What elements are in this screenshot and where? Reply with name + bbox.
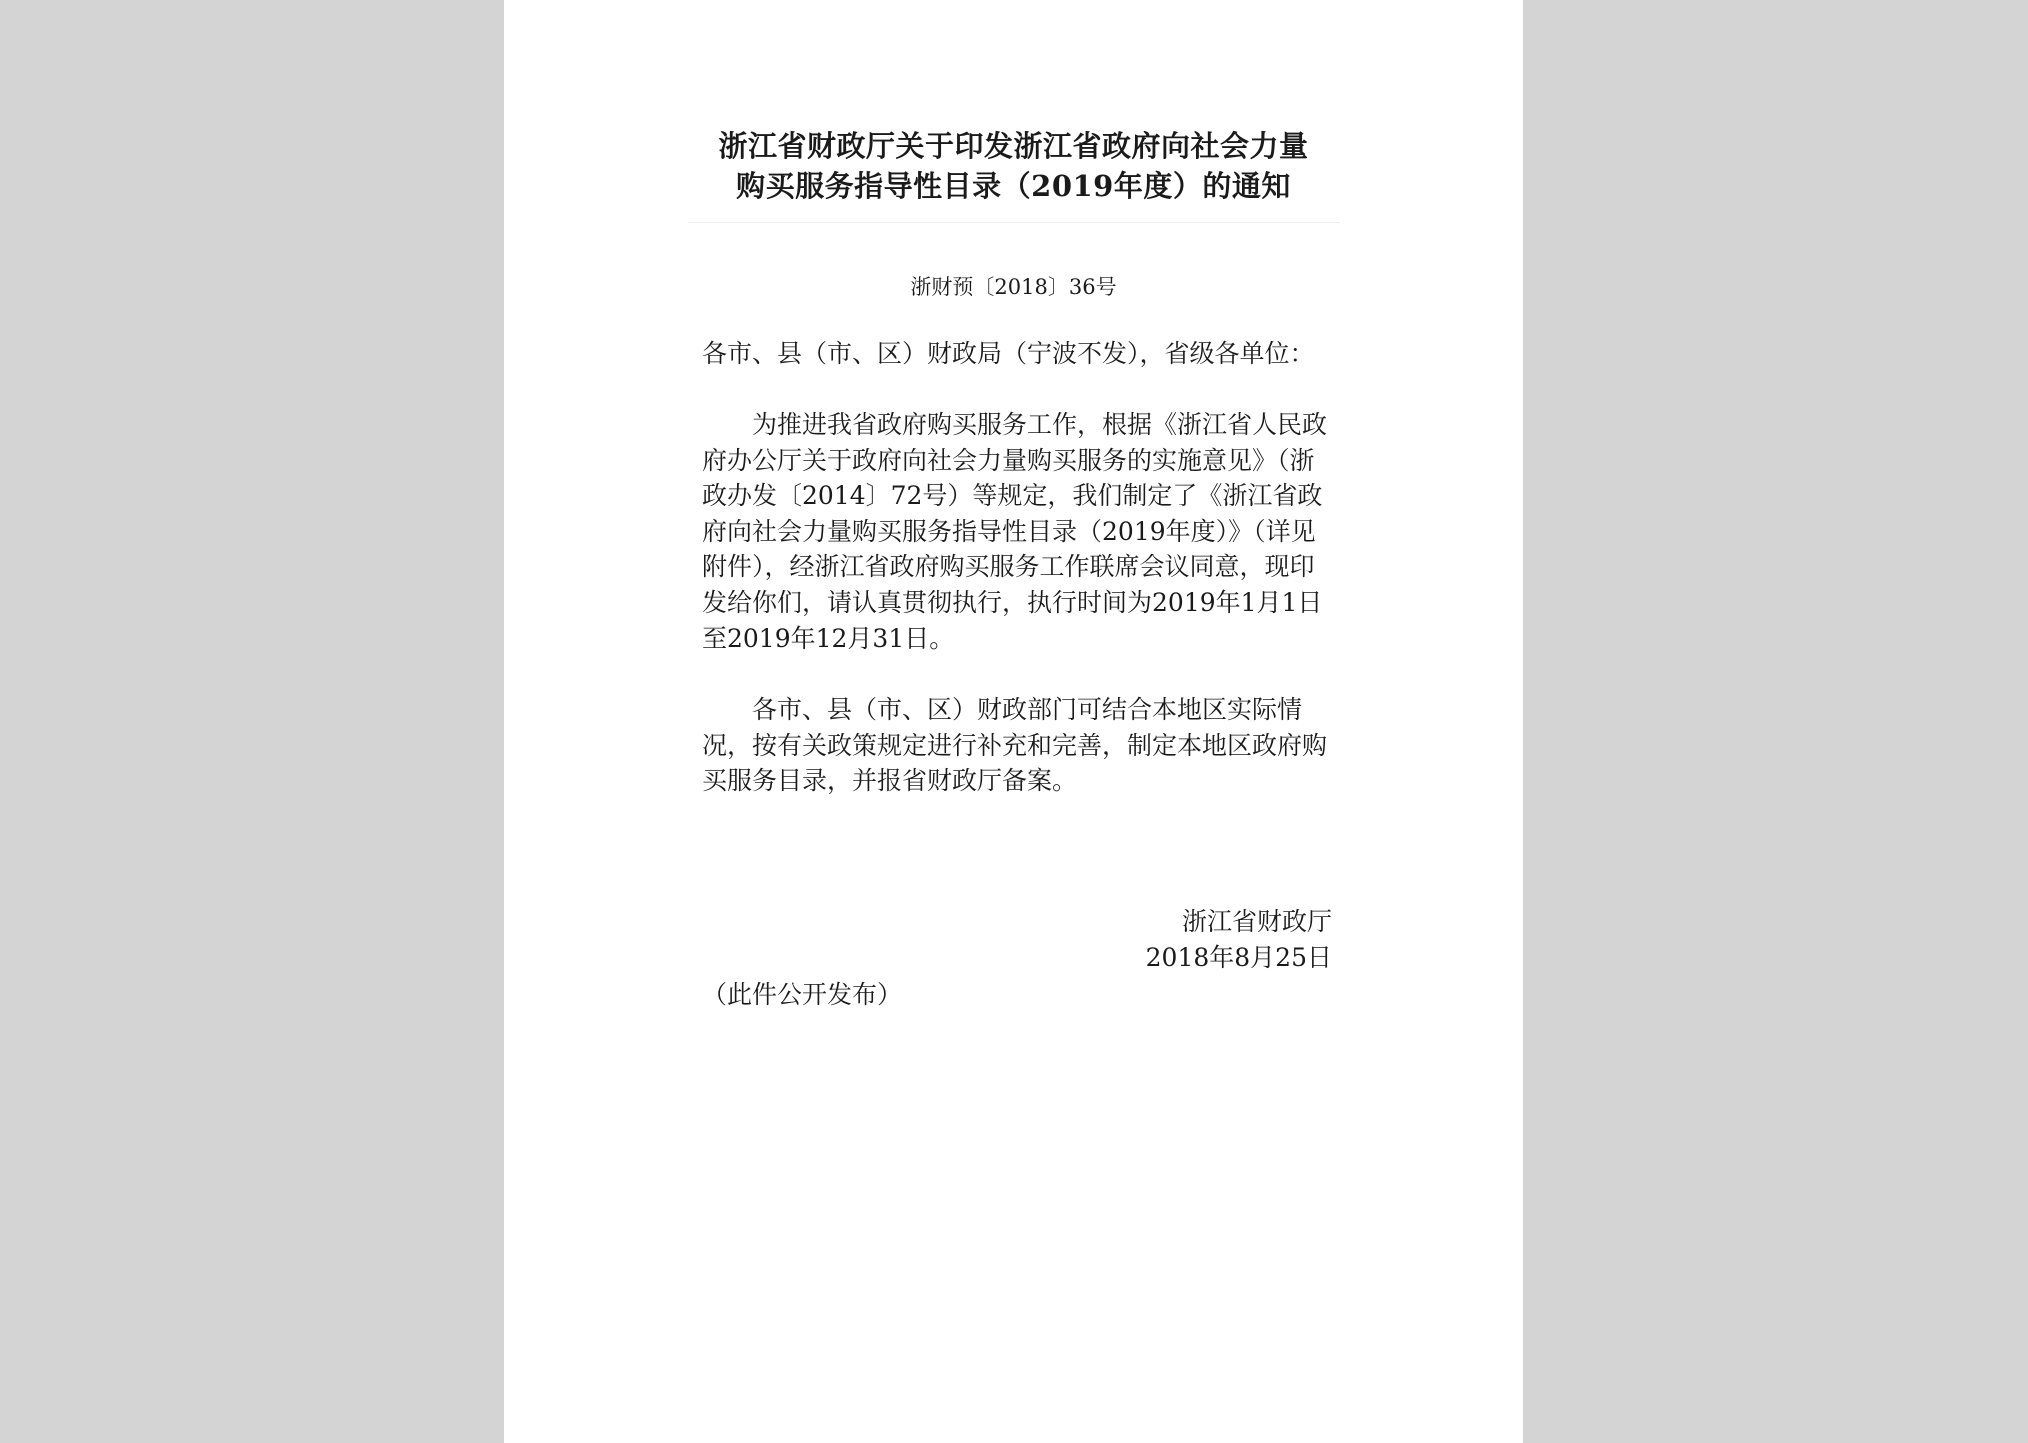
- title-line-1: 浙江省财政厅关于印发浙江省政府向社会力量: [718, 129, 1309, 163]
- body-paragraph-2: 各市、县（市、区）财政部门可结合本地区实际情况，按有关政策规定进行补充和完善，制定本地区政府购买服务目录，并报省财政厅备案。: [702, 695, 1328, 796]
- signature-organization: 浙江省财政厅: [1181, 907, 1332, 936]
- signature-date: 2018年8月25日: [1145, 943, 1332, 972]
- document-number: 浙财预〔2018〕36号: [910, 275, 1117, 299]
- document-title: [504, 126, 1523, 206]
- document-page: [504, 0, 1523, 1443]
- body-paragraph-1: 为推进我省政府购买服务工作，根据《浙江省人民政府办公厅关于政府向社会力量购买服务的实施意见》（浙政办发〔2014〕72号）等规定，我们制定了《浙江省政府向社会力量购买服务指导性目录（2019年度）》（详见附件），经浙江省政府购买服务工作联席会议同意，现印发给你们，请认真贯彻执行，执行时间为2019年1月1日至2019年12月31日。: [702, 410, 1328, 653]
- title-line-2: 购买服务指导性目录（2019年度）的通知: [736, 169, 1291, 203]
- public-release-note: （此件公开发布）: [702, 980, 903, 1009]
- salutation: 各市、县（市、区）财政局（宁波不发），省级各单位：: [702, 339, 1315, 368]
- title-divider: [688, 222, 1340, 223]
